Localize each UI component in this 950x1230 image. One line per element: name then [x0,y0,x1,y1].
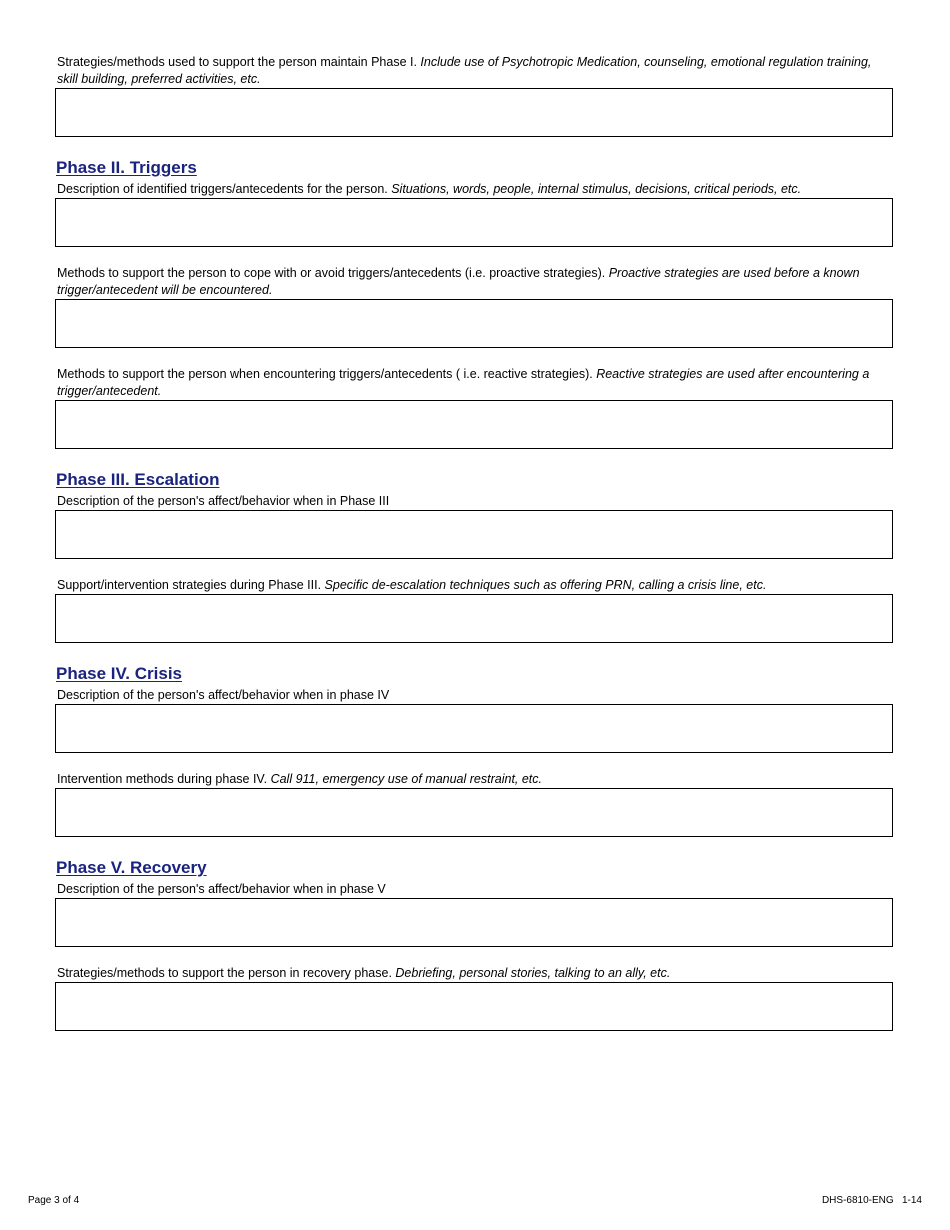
phase2-description-field[interactable] [55,198,893,247]
page-number: Page 3 of 4 [28,1195,80,1206]
phase3-description-label [57,493,893,510]
phase5-strategies-field[interactable] [55,982,893,1031]
phase3-support-label-hint: Specific de-escalation techniques such as offering PRN, calling a crisis line, etc. [324,578,767,592]
phase3-heading: Phase III. Escalation [56,470,220,489]
phase3-description-field[interactable] [55,510,893,559]
phase3-support-field[interactable] [55,594,893,643]
phase3-support-label-text: Support/intervention strategies during Phase III. [57,578,325,592]
phase2-proactive-label-text: Methods to support the person to cope with or avoid triggers/antecedents (i.e. proactive strategies). [57,266,609,280]
phase4-intervention-label [57,771,893,788]
phase5-strategies-label [57,965,893,982]
phase2-reactive-field[interactable] [55,400,893,449]
phase5-strategies-label-hint: Debriefing, personal stories, talking to an ally, etc. [395,966,671,980]
phase2-proactive-field[interactable] [55,299,893,348]
phase4-description-field[interactable] [55,704,893,753]
phase5-description-field[interactable] [55,898,893,947]
phase1-methods-label-text: Strategies/methods used to support the person maintain Phase I. [57,55,421,69]
phase4-heading: Phase IV. Crisis [56,664,183,683]
phase5-strategies-label-text: Strategies/methods to support the person in recovery phase. [57,966,396,980]
phase2-description-label-text: Description of identified triggers/antecedents for the person. [57,182,392,196]
phase2-reactive-label-text: Methods to support the person when encountering triggers/antecedents ( i.e. reactive strategies). [57,367,597,381]
phase5-description-label [57,881,893,898]
phase5-description-label-text: Description of the person's affect/behavior when in phase V [57,882,386,896]
phase2-description-label-hint: Situations, words, people, internal stimulus, decisions, critical periods, etc. [391,182,802,196]
phase4-description-label [57,687,893,704]
phase1-methods-label-hint: Include use of Psychotropic Medication, counseling, emotional regulation training, skill building, preferred activities, etc. [57,55,872,86]
phase3-description-label-text: Description of the person's affect/behavior when in Phase III [57,494,390,508]
phase2-reactive-label-hint: Reactive strategies are used after encountering a trigger/antecedent. [57,367,870,398]
phase4-description-label-text: Description of the person's affect/behavior when in phase IV [57,688,390,702]
phase5-heading: Phase V. Recovery [56,858,207,877]
phase3-support-label [57,577,893,594]
phase2-proactive-label [57,265,893,299]
phase2-reactive-label [57,366,893,400]
phase2-heading: Phase II. Triggers [56,158,197,177]
phase1-methods-field[interactable] [55,88,893,137]
phase2-proactive-label-hint: Proactive strategies are used before a known trigger/antecedent will be encountered. [57,266,860,297]
phase4-intervention-label-hint: Call 911, emergency use of manual restraint, etc. [270,772,543,786]
phase2-description-label [57,181,893,198]
phase1-methods-label [57,54,893,88]
phase4-intervention-field[interactable] [55,788,893,837]
form-id: DHS-6810-ENG 1-14 [821,1195,922,1206]
phase4-intervention-label-text: Intervention methods during phase IV. [57,772,271,786]
